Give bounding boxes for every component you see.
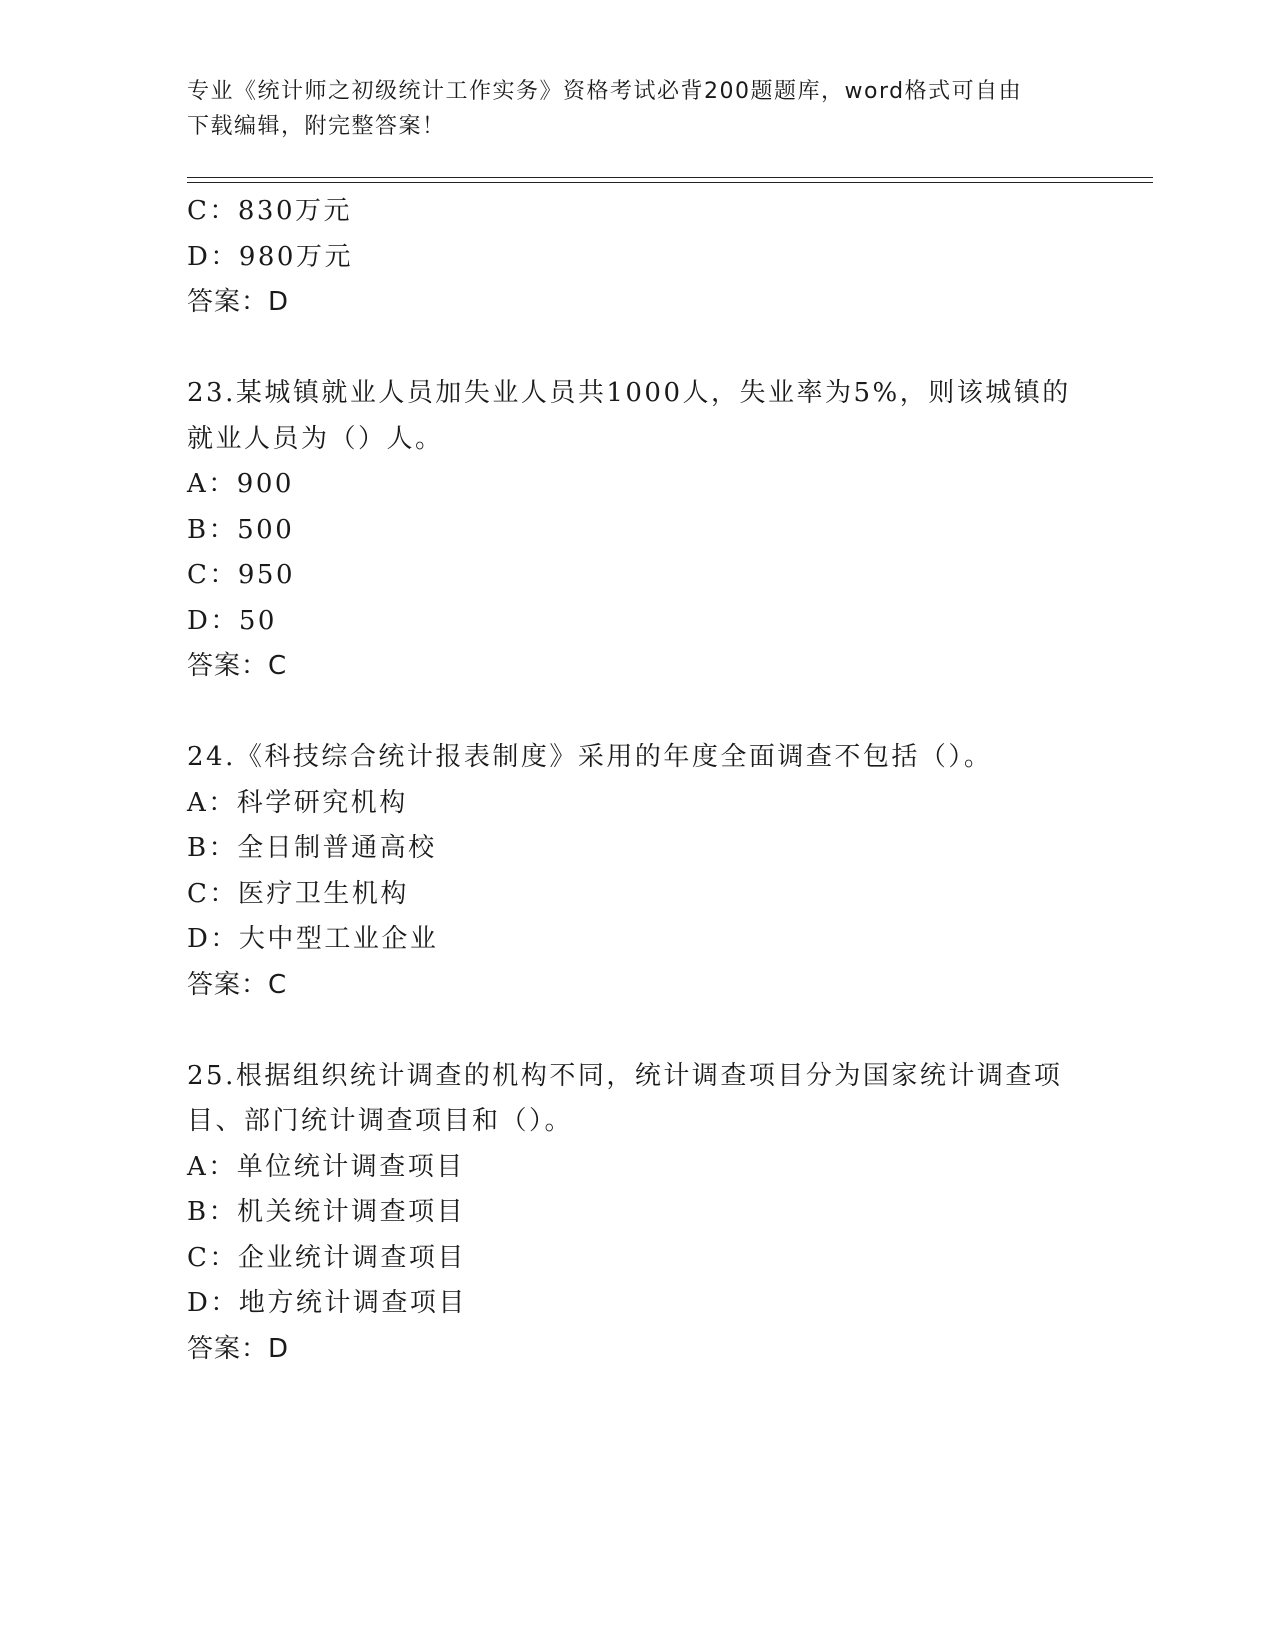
question-stem-continued: 就业人员为（）人。 xyxy=(187,423,444,454)
spacer xyxy=(187,690,1087,736)
question-block-23 xyxy=(187,371,1087,690)
option-c: C：830万元 xyxy=(187,196,353,226)
question-block-24 xyxy=(187,735,1087,1008)
question-block-previous xyxy=(187,189,1087,326)
option-b: B：机关统计调查项目 xyxy=(187,1197,466,1227)
option-c: C：医疗卫生机构 xyxy=(187,878,409,909)
answer-line: 答案：D xyxy=(187,287,290,317)
answer-line: 答案：D xyxy=(187,1333,290,1364)
header-line-2: 下载编辑，附完整答案！ xyxy=(187,114,446,139)
header-rule-top xyxy=(187,177,1153,178)
question-list xyxy=(187,189,1087,1372)
option-a: A：单位统计调查项目 xyxy=(187,1151,465,1182)
question-block-25 xyxy=(187,1054,1087,1373)
option-d: D：50 xyxy=(187,605,277,636)
option-c: C：企业统计调查项目 xyxy=(187,1242,466,1273)
question-stem: 25.根据组织统计调查的机构不同，统计调查项目分为国家统计调查项 xyxy=(187,1060,1063,1091)
question-stem-continued: 目、部门统计调查项目和（）。 xyxy=(187,1106,574,1136)
option-a: A：科学研究机构 xyxy=(187,787,408,818)
option-d: D：大中型工业企业 xyxy=(187,924,439,954)
document-header xyxy=(187,74,1067,144)
option-c: C：950 xyxy=(187,560,296,590)
spacer xyxy=(187,326,1087,372)
option-a: A：900 xyxy=(187,469,294,499)
option-d: D：地方统计调查项目 xyxy=(187,1288,467,1318)
answer-line: 答案：C xyxy=(187,969,288,1000)
header-line-1: 专业《统计师之初级统计工作实务》资格考试必背200题题库，word格式可自由 xyxy=(187,79,1023,104)
option-b: B：全日制普通高校 xyxy=(187,833,437,863)
option-d: D：980万元 xyxy=(187,241,353,272)
option-b: B：500 xyxy=(187,514,295,545)
question-stem: 24.《科技综合统计报表制度》采用的年度全面调查不包括（）。 xyxy=(187,742,993,772)
spacer xyxy=(187,1008,1087,1054)
question-stem: 23.某城镇就业人员加失业人员共1000人，失业率为5%，则该城镇的 xyxy=(187,378,1071,408)
answer-line: 答案：C xyxy=(187,651,288,681)
header-rule-bottom xyxy=(187,182,1153,183)
